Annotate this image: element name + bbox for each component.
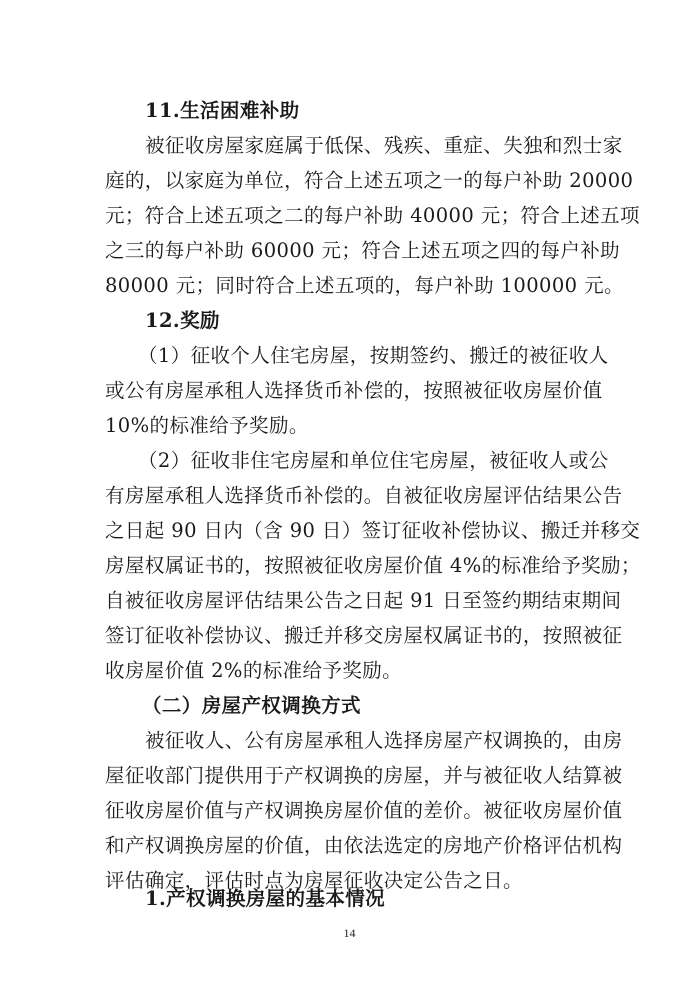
paragraph-line: 被征收房屋家庭属于低保、残疾、重症、失独和烈士家 bbox=[145, 134, 623, 157]
paragraph-line: 房屋权属证书的，按照被征收房屋价值 4%的标准给予奖励； bbox=[105, 554, 641, 577]
paragraph-line: （2）征收非住宅房屋和单位住宅房屋，被征收人或公 bbox=[138, 449, 609, 472]
paragraph-line: 有房屋承租人选择货币补偿的。自被征收房屋评估结果公告 bbox=[105, 484, 623, 507]
paragraph-line: 或公有房屋承租人选择货币补偿的，按照被征收房屋价值 bbox=[105, 379, 603, 402]
paragraph-line: 和产权调换房屋的价值，由依法选定的房地产价格评估机构 bbox=[105, 834, 623, 857]
section-heading: 11.生活困难补助 bbox=[145, 99, 300, 122]
paragraph-line: 征收房屋价值与产权调换房屋价值的差价。被征收房屋价值 bbox=[105, 799, 623, 822]
paragraph-line: 评估确定，评估时点为房屋征收决定公告之日。 bbox=[105, 869, 523, 892]
paragraph-line: 之日起 90 日内（含 90 日）签订征收补偿协议、搬迁并移交 bbox=[105, 519, 641, 542]
paragraph-line: 元；符合上述五项之二的每户补助 40000 元；符合上述五项 bbox=[105, 204, 640, 227]
paragraph-line: 80000 元；同时符合上述五项的，每户补助 100000 元。 bbox=[105, 274, 624, 297]
paragraph-line: 10%的标准给予奖励。 bbox=[105, 414, 309, 437]
section-heading: （二）房屋产权调换方式 bbox=[142, 694, 361, 717]
paragraph-line: 签订征收补偿协议、搬迁并移交房屋权属证书的，按照被征 bbox=[105, 624, 623, 647]
paragraph-line: 庭的，以家庭为单位，符合上述五项之一的每户补助 20000 bbox=[105, 169, 634, 192]
section-heading: 1.产权调换房屋的基本情况 bbox=[145, 887, 386, 910]
paragraph-line: 被征收人、公有房屋承租人选择房屋产权调换的，由房 bbox=[145, 729, 623, 752]
paragraph-line: 收房屋价值 2%的标准给予奖励。 bbox=[105, 659, 403, 682]
section-heading: 12.奖励 bbox=[145, 309, 220, 332]
paragraph-line: 之三的每户补助 60000 元；符合上述五项之四的每户补助 bbox=[105, 239, 621, 262]
paragraph-line: 屋征收部门提供用于产权调换的房屋，并与被征收人结算被 bbox=[105, 764, 623, 787]
paragraph-line: 自被征收房屋评估结果公告之日起 91 日至签约期结束期间 bbox=[105, 589, 622, 612]
paragraph-line: （1）征收个人住宅房屋，按期签约、搬迁的被征收人 bbox=[138, 344, 609, 367]
page-number: 14 bbox=[343, 926, 356, 940]
